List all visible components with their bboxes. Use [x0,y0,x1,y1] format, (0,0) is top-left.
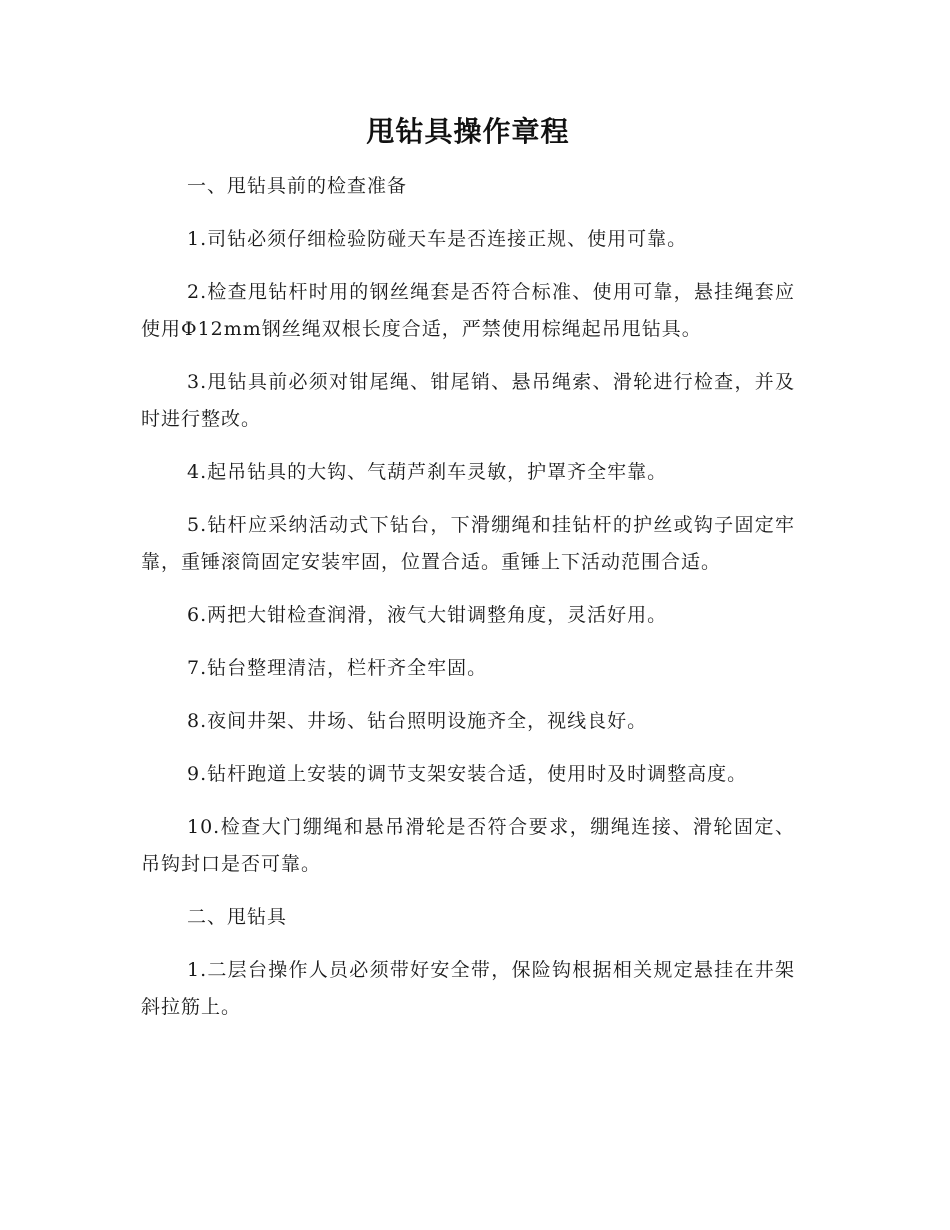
section-1-item-6: 6.两把大钳检查润滑，液气大钳调整角度，灵活好用。 [187,604,668,626]
document-body [141,112,795,1042]
section-1-item-2: 2.检查甩钻杆时用的钢丝绳套是否符合标准、使用可靠，悬挂绳套应使用Φ12mm钢丝绳双根长度合适，严禁使用棕绳起吊甩钻具。 [141,281,795,340]
section-1-item-3: 3.甩钻具前必须对钳尾绳、钳尾销、悬吊绳索、滑轮进行检查，并及时进行整改。 [141,371,795,430]
section-heading-2: 二、甩钻具 [187,906,288,928]
section-1-item-9: 9.钻杆跑道上安装的调节支架安装合适，使用时及时调整高度。 [187,763,748,785]
section-heading-1: 一、甩钻具前的检查准备 [187,175,408,197]
section-1-item-8: 8.夜间井架、井场、钻台照明设施齐全，视线良好。 [187,710,648,732]
section-1-item-7: 7.钻台整理清洁，栏杆齐全牢固。 [187,657,488,679]
section-1-item-1: 1.司钻必须仔细检验防碰天车是否连接正规、使用可靠。 [187,228,688,250]
section-1-item-4: 4.起吊钻具的大钩、气葫芦刹车灵敏，护罩齐全牢靠。 [187,461,668,483]
section-1-item-10: 10.检查大门绷绳和悬吊滑轮是否符合要求，绷绳连接、滑轮固定、吊钩封口是否可靠。 [141,816,795,875]
document-title: 甩钻具操作章程 [366,115,570,148]
section-2-item-1: 1.二层台操作人员必须带好安全带，保险钩根据相关规定悬挂在井架斜拉筋上。 [141,959,795,1018]
section-1-item-5: 5.钻杆应采纳活动式下钻台，下滑绷绳和挂钻杆的护丝或钩子固定牢靠，重锤滚筒固定安装牢固，位置合适。重锤上下活动范围合适。 [141,514,795,573]
